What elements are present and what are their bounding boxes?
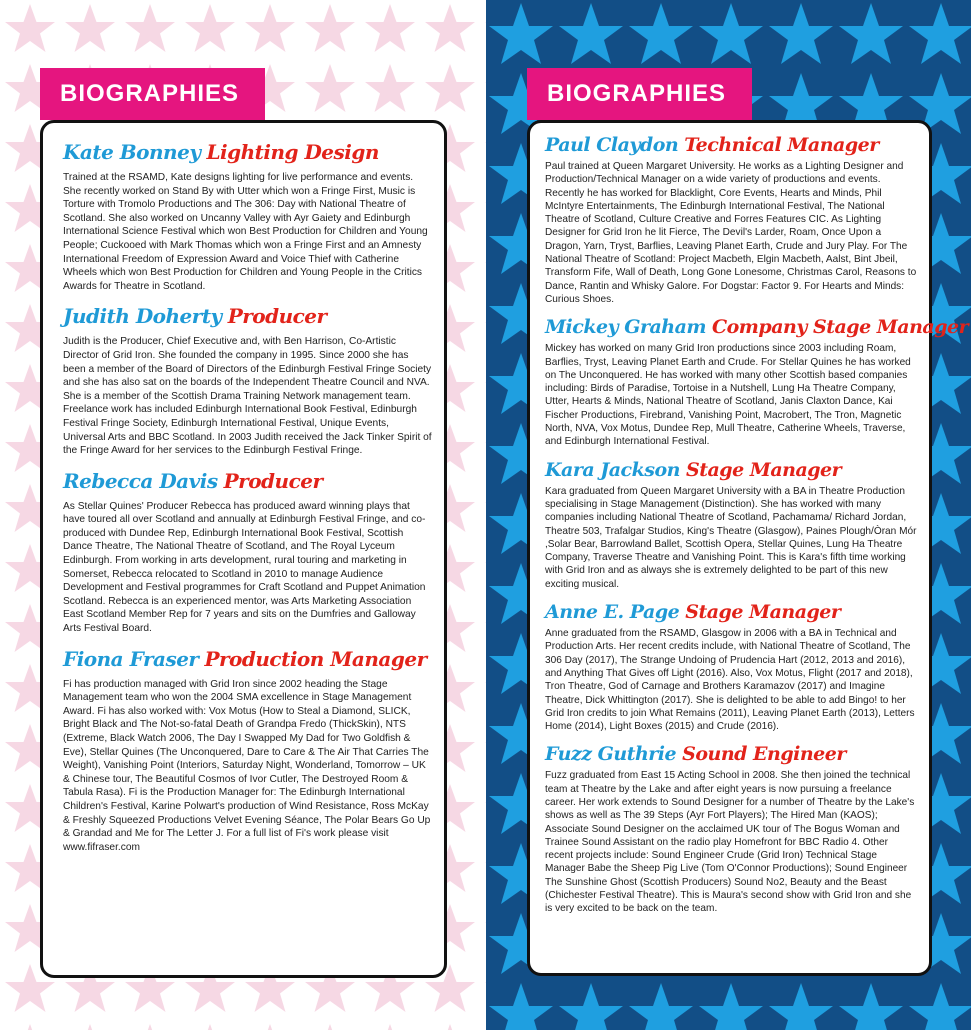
bio-role: Producer — [223, 468, 323, 493]
bio-heading — [545, 133, 917, 157]
bio-fuzz-guthrie — [545, 742, 917, 915]
bio-paul-claydon — [545, 133, 917, 306]
bio-role: Company Stage Manager — [712, 316, 969, 339]
bio-name: Kate Bonney — [63, 140, 201, 164]
bio-text: Judith is the Producer, Chief Executive and, with Ben Harrison, Co-Artistic Director of Grid Iron. She founded the company in 1995. Since 2000 she has been a member of the Board of Directors of the Edinburgh Festival Fringe Society and she has also sat on the boards of the Independent Theatre Council and NVA. She is a member of the Scottish Drama Training Network management team. Freelance work has included Edinburgh International Book Festival, Edinburgh Festival Fringe Society, Edinburgh International Festival, Unique Events, Universal Arts and BBC Scotland. In 2003 Judith received the Jack Tinker Spirit of the Fringe Award for her services to the Edinburgh Festival Fringe. — [63, 336, 432, 457]
bio-role: Technical Manager — [684, 134, 879, 156]
bio-rebecca-davis — [63, 468, 432, 636]
bio-role: Production Manager — [204, 646, 427, 671]
bio-role: Stage Manager — [685, 601, 841, 624]
bio-role: Producer — [227, 304, 327, 329]
bio-panel-right — [527, 120, 969, 976]
bio-text: Kara graduated from Queen Margaret University with a BA in Theatre Production specialising in Stage Management (Distinction). She has worked with many companies including National Theatre of Scotland, Pachamama/ Richard Jordan, Theatre 503, Trafalgar Studios, King's Theatre (Glasgow), Paines Plough/Òran Mór ,Solar Bear, Barrowland Ballet, Scottish Opera, Stellar Quines, Lung Ha Theatre Company, Traverse Theatre and Vanishing Point. This is Kara's fifth time working with Grid Iron and as always she is extremely delighted to be part of this new exciting musical. — [545, 485, 917, 590]
bio-text: Fuzz graduated from East 15 Acting School in 2008. She then joined the technical team at Theatre by the Lake and after eight years is now pursuing a freelance career. Her work extends to Sound Designer for a number of Theatre by the Lake's shows as well as The 39 Steps (Ayr Fort Players); The Hired Man (KAOS); Associate Sound Designer on the acclaimed UK tour of The Bogus Woman and Trainee Sound Assistant on the radio play Homefront for BBC Radio 4. Other recent projects include: Sound Engineer Crude (Grid Iron) Technical Stage Manager Babe the Sheep Pig Live (Tom O'Connor Productions); Sound Engineer The Sunshine Ghost (Scottish Producers) Sound No2, Beauty and the Beast (Chichester Festival Theatre). This is Maura's second show with Grid Iron and she is very excited to be back on the team. — [545, 770, 915, 915]
bio-text: Paul trained at Queen Margaret University. He works as a Lighting Designer and Production/Technical Manager on a wide variety of productions and events. Recently he has worked for Blacklight, Core Events, Hearts and Minds, Phil McIntyre Entertainments, The Edinburgh International Festival, The National Theatre of Scotland, Culture Creative and Forres Features CIC. As Lighting Designer for Grid Iron he lit Fierce, The Devil's Larder, Roam, Once Upon a Dragon, Yarn, Tryst, Barflies, Leaving Planet Earth, Crude and Jury Play. For The National Theatre of Scotland: Project Macbeth, Elgin Macbeth, Aalst, Bint Jbeil, Transform Fife, Wall of Death, Long Gone Lonesome, Christmas Carol, Reasons to Dance, Rantin and Whisky Galore. For Dogstar: Factor 9. For Hearts and Minds: Curious Shoes. — [545, 161, 917, 305]
bio-heading — [63, 468, 432, 494]
bio-name: Fuzz Guthrie — [545, 743, 677, 766]
bio-heading — [63, 139, 432, 165]
bio-name: Anne E. Page — [545, 601, 680, 624]
bio-name: Paul Claydon — [545, 134, 679, 156]
bio-text: Trained at the RSAMD, Kate designs lighting for live performance and events. She recently worked on Stand By with Utter which won a Fringe First, Music is Torture with Tromolo Productions and The 306: Day with National Theatre of Scotland. She also worked on Uncanny Valley with Ayr Gaiety and Edinburgh International Science Festival which won Best Production for Children and Young People; Cuckooed with Mark Thomas which won a Fringe First and an Amnesty International Freedom of Expression Award and Voice Thief with Catherine Wheels which won Best Production for Children and Young People in the Critics Awards for Theatre in Scotland. — [63, 172, 428, 292]
bio-text: Mickey has worked on many Grid Iron productions since 2003 including Roam, Barflies, Tryst, Leaving Planet Earth and Crude. For Stellar Quines he has worked on The Unconquered. He has worked with many other Scottish based companies including: Birds of Paradise, Tortoise in a Nutshell, Lung Ha Theatre Company, Utter, Hearts & Minds, National Theatre of Scotland, Janis Claxton Dance, Kai Fischer Productions, Firebrand, Vanishing Point, Macrobert, The Tron, Magnetic North, NVA, Vox Motus, Dundee Rep, Mull Theatre, Catherine Wheels, Traverse, and Edinburgh International Festival. — [545, 343, 911, 448]
bio-name: Kara Jackson — [545, 458, 680, 481]
bio-heading — [545, 600, 917, 624]
bio-mickey-graham — [545, 315, 969, 448]
bio-name: Mickey Graham — [545, 316, 707, 339]
bio-role: Lighting Design — [206, 140, 379, 164]
bio-heading — [545, 458, 917, 482]
bio-kate-bonney — [63, 139, 432, 293]
bio-text: Anne graduated from the RSAMD, Glasgow in 2006 with a BA in Technical and Production Arts. Her recent credits include, with National Theatre of Scotland, The 306 Day (2017), The Strange Undoing of Prudencia Hart (2012, 2013 and 2016), and Anything That Gives off Light (2016). Also, Vox Motus, Flight (2017 and 2018), Tron Theatre, God of Carnage and Brothers Karamazov (2017) and Imagine Theatre, Dick Whittington (2017). She is delighted to be able to add Bingo! to her Grid Iron credits to join What Remains (2011), Leaving Planet Earth (2013), Letters Home (2014), Light Boxes (2015) and Crude (2016). — [545, 628, 915, 733]
bio-heading — [63, 646, 432, 672]
bio-fiona-fraser — [63, 646, 432, 855]
bio-anne-e-page — [545, 600, 917, 733]
bio-heading — [63, 303, 432, 329]
bio-role: Stage Manager — [685, 458, 842, 481]
bio-text: As Stellar Quines' Producer Rebecca has produced award winning plays that have toured all over Scotland and annually at Edinburgh Festival Fringe, and co-produced with Dundee Rep, Edinburgh International Book Festival, Scottish Dance Theatre, The National Theatre of Scotland, and The Royal Lyceum Edinburgh. From working in arts development, rural touring and marketing in Somerset, Rebecca relocated to Scotland in 2010 to manage Audience Development and Festival programmes for Craft Scotland and Puppet Animation Scotland. Rebecca is an experienced mentor, was Arts Marketing Association East Scotland Member Rep for 7 years and sits on the Dumfries and Galloway Arts Festival Board. — [63, 500, 426, 635]
bio-heading — [545, 742, 917, 766]
biographies-banner-left: BIOGRAPHIES — [40, 68, 265, 120]
bio-name: Rebecca Davis — [63, 468, 218, 493]
bio-name: Fiona Fraser — [63, 646, 199, 671]
bio-kara-jackson — [545, 458, 917, 591]
bio-heading — [545, 315, 969, 339]
bio-role: Sound Engineer — [682, 743, 846, 766]
bio-judith-doherty — [63, 303, 432, 457]
bio-name: Judith Doherty — [63, 304, 222, 329]
biographies-banner-right: BIOGRAPHIES — [527, 68, 752, 120]
bio-panel-left — [40, 120, 447, 978]
bio-text: Fi has production managed with Grid Iron since 2002 heading the Stage Management team who won the 2004 SMA excellence in Stage Management Award. Fi has also worked with: Vox Motus (How to Steal a Diamond, SLICK, Bright Black and The Not-so-fatal Death of Grandpa Fredo (ThickSkin), NTS (Extreme, Black Watch 2006, The Day I Swapped My Dad for Two Goldfish & Eve), Stellar Quines (The Unconquered, Dare to Care & The Air That Carries The Weight), Vanishing Point (Interiors, Saturday Night, Wonderland, Tomorrow – UK & Chinese tour, The Beautiful Cosmos of Ivor Cutler, The Destroyed Room & Tabula Rasa). Fi is the Production Manager for: The Edinburgh International Children's Festival, Karine Polwart's production of Wind Resistance, Ross McKay & Freshly Squeezed Productions Velvet Evening Séance, The Polar Bears Go Up & Grandad and Me for The Letter J. For a full list of Fi's work please visit www.fifraser.com — [63, 678, 431, 853]
